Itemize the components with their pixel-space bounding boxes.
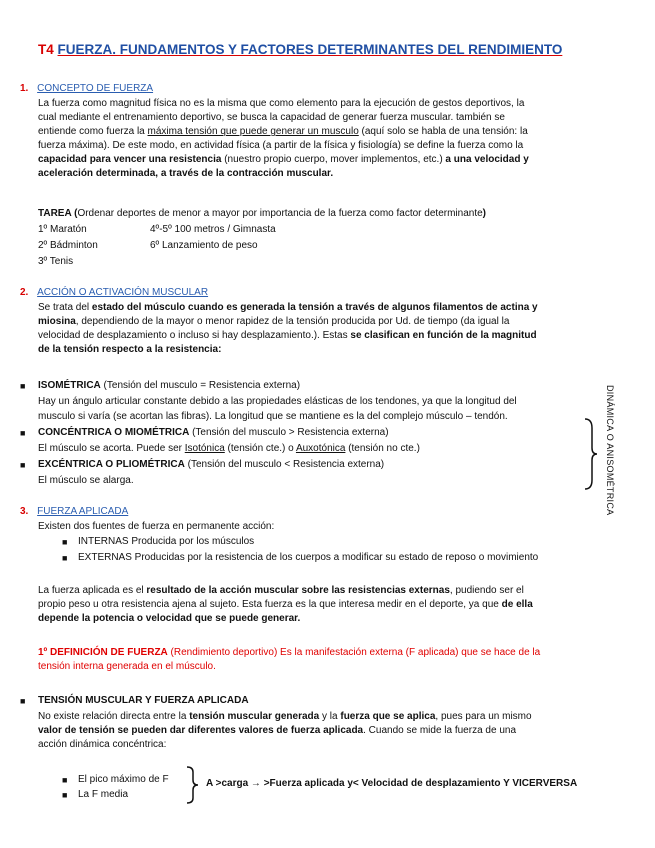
task-item-6: 6º Lanzamiento de peso	[150, 240, 258, 251]
section-2-paragraph: Se trata del estado del músculo cuando es generada la tensión a través de algunos filamentos de actina y miosina, dependiendo de la mayor o menor rapidez de la tensión producida por Ud. de tiempo (da igual la velocidad de desplazamiento o incluso si hay desplazamiento.). Estas se clasifican en función de la magnitud de la tensión respecto a la resistencia:	[38, 302, 538, 355]
bullet-icon: ■	[20, 428, 26, 438]
bullet-icon: ■	[62, 537, 68, 547]
task-item-1: 1º Maratón	[38, 224, 87, 235]
applied-force-paragraph: La fuerza aplicada es el resultado de la acción muscular sobre las resistencias externas, pudiendo ser el propio peso u otra resistencia ajena al sujeto. Esta fuerza es la que interesa medir en el deporte, ya que de ella depende la potencia o velocidad que se puede generar.	[38, 585, 533, 624]
page-title	[38, 41, 562, 59]
bullet-icon: ■	[20, 696, 26, 706]
task-item-3: 3º Tenis	[38, 256, 74, 267]
side-label: DINÁMICA O ANISOMÉTRICA	[605, 385, 615, 516]
section-1-paragraph: La fuerza como magnitud física no es la misma que como elemento para la ejecución de gestos deportivos, la cual mediante el entrenamiento deportivo, se busca la capacidad de generar fuerza muscular. también se entiende como fuerza la máxima tensión que puede generar un musculo (aquí solo se habla de una tensión: la fuerza máxima). De este modo, en actividad física (a partir de la física y fisiología) se define la fuerza como la capacidad para vencer una resistencia (nuestro propio cuerpo, mover implementos, etc.) a una velocidad y aceleración determinada, a través de la contracción muscular.	[38, 98, 529, 179]
bullet-icon: ■	[62, 553, 68, 563]
load-relation: A >carga → >Fuerza aplicada y< Velocidad de desplazamiento Y VICERVERSA	[206, 778, 578, 789]
bullet-icon: ■	[20, 460, 26, 470]
concentric-line: El músculo se acorta. Puede ser Isotónica (tensión cte.) o Auxotónica (tensión no cte.)	[38, 443, 420, 454]
title-text: FUERZA. FUNDAMENTOS Y FACTORES DETERMINANTES DEL RENDIMIENTO	[57, 42, 563, 57]
title-number: T4	[38, 42, 54, 57]
section-3-heading: 3. FUERZA APLICADA	[20, 506, 129, 517]
isometric-line-1: Hay un ángulo articular constante debido a las propiedades elásticas de los tendones, ya que la longitud del	[38, 396, 517, 407]
isometric-line-2: musculo si varía (se acortan las fibras). La longitud que se mantiene es la del complejo músculo – tendón.	[38, 411, 508, 422]
internal-source: INTERNAS Producida por los músculos	[78, 536, 255, 547]
section-2-heading: 2. ACCIÓN O ACTIVACIÓN MUSCULAR	[20, 287, 209, 298]
eccentric-item: EXCÉNTRICA O PLIOMÉTRICA (Tensión del musculo < Resistencia externa)	[38, 459, 385, 470]
section-1-heading: 1. CONCEPTO DE FUERZA	[20, 83, 154, 94]
bullet-icon: ■	[20, 381, 26, 391]
tension-heading: TENSIÓN MUSCULAR Y FUERZA APLICADA	[38, 695, 249, 706]
concentric-item: CONCÉNTRICA O MIOMÉTRICA (Tensión del musculo > Resistencia externa)	[38, 427, 389, 438]
tension-paragraph: No existe relación directa entre la tensión muscular generada y la fuerza que se aplica, pues para un mismo valor de tensión se pueden dar diferentes valores de fuerza aplicada. Cuando se mide la fuerza de una acción dinámica concéntrica:	[38, 711, 532, 750]
force-definition: 1º DEFINICIÓN DE FUERZA (Rendimiento deportivo) Es la manifestación externa (F aplicada) que se hace de la tensión interna generada en el músculo.	[38, 647, 541, 672]
isometric-item: ISOMÉTRICA (Tensión del musculo = Resistencia externa)	[38, 380, 301, 391]
brace-icon	[186, 766, 200, 804]
brace-icon	[584, 418, 598, 490]
sources-intro: Existen dos fuentes de fuerza en permanente acción:	[38, 521, 275, 532]
task-item-4: 4º-5º 100 metros / Gimnasta	[150, 224, 276, 235]
eccentric-line: El músculo se alarga.	[38, 475, 134, 486]
task-item-2: 2º Bádminton	[38, 240, 98, 251]
peak-force-item: El pico máximo de F	[78, 774, 169, 785]
external-source: EXTERNAS Producidas por la resistencia de los cuerpos a modificar su estado de reposo o movimiento	[78, 552, 539, 563]
bullet-icon: ■	[62, 775, 68, 785]
bullet-icon: ■	[62, 790, 68, 800]
mean-force-item: La F media	[78, 789, 129, 800]
task-heading: TAREA (Ordenar deportes de menor a mayor por importancia de la fuerza como factor determinante)	[38, 208, 487, 219]
